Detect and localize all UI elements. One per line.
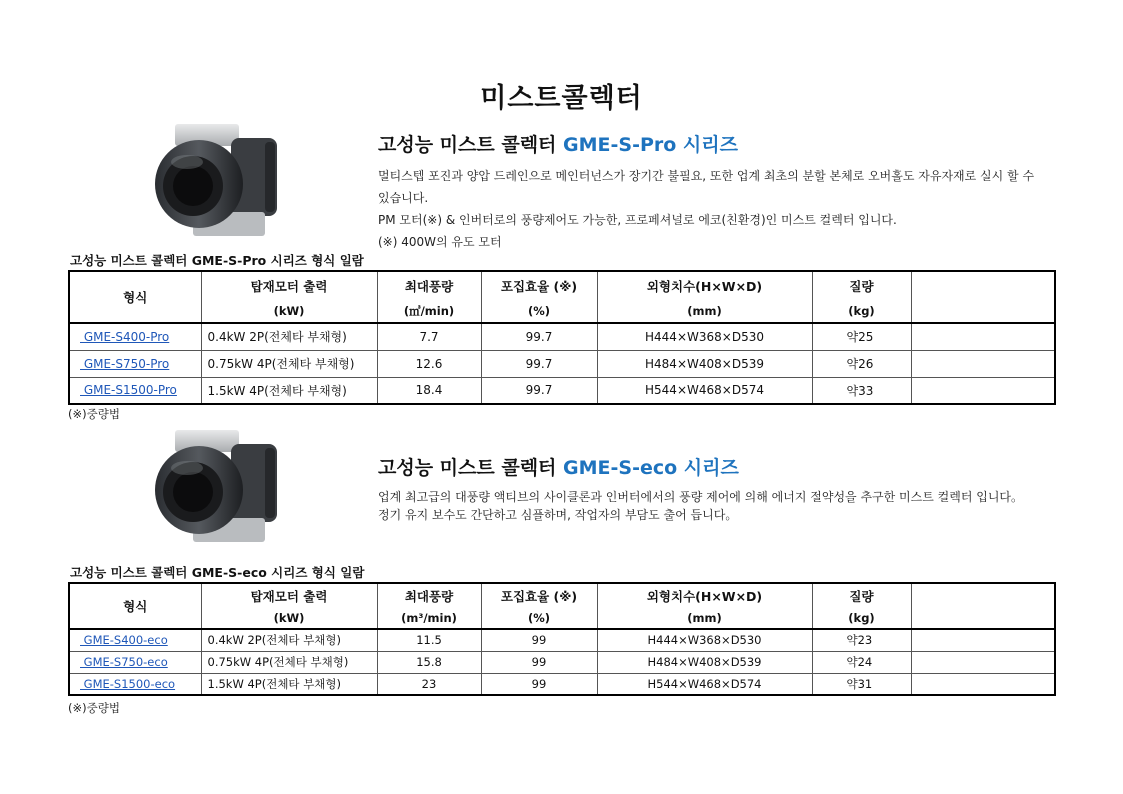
table-row xyxy=(69,323,1055,350)
intro-title xyxy=(378,453,1048,480)
mist-collector-image xyxy=(153,122,283,240)
intro-paragraph: (※) 400W의 유도 모터 xyxy=(378,235,502,249)
efficiency-cell: 99 xyxy=(481,629,597,651)
airflow-cell: 7.7 xyxy=(377,323,481,350)
efficiency-cell: 99 xyxy=(481,651,597,673)
unit-dimensions: (mm) xyxy=(597,607,812,629)
unit-dimensions: (mm) xyxy=(597,299,812,323)
footnote-eco: (※)중량법 xyxy=(68,701,120,715)
blank-cell xyxy=(911,350,1055,377)
weight-cell: 약24 xyxy=(812,651,911,673)
model-cell xyxy=(69,323,201,350)
weight-cell: 약25 xyxy=(812,323,911,350)
intro-paragraph: PM 모터(※) & 인버터로의 풍량제어도 가능한, 프로페셔널로 에코(친환경)인 미스트 컬렉터 입니다. xyxy=(378,213,897,227)
blank-cell xyxy=(911,377,1055,404)
weight-cell: 약33 xyxy=(812,377,911,404)
header-airflow: 최대풍량 xyxy=(377,583,481,607)
table-row xyxy=(69,673,1055,695)
intro-paragraph: 업계 최고급의 대풍량 액티브의 사이클론과 인버터에서의 풍량 제어에 의해 에너지 절약성을 추구한 미스트 컬렉터 입니다。 xyxy=(378,490,1024,504)
dimensions-cell: H544×W468×D574 xyxy=(597,377,812,404)
intro-title xyxy=(378,130,1048,157)
unit-motor: (kW) xyxy=(201,607,377,629)
intro-paragraph: 정기 유지 보수도 간단하고 심플하며, 작업자의 부담도 출어 듭니다。 xyxy=(378,508,738,522)
unit-airflow: (m³/min) xyxy=(377,607,481,629)
header-blank xyxy=(911,583,1055,629)
blank-cell xyxy=(911,673,1055,695)
model-link[interactable]: GME-S400-Pro xyxy=(80,329,170,344)
header-dimensions: 외형치수(H×W×D) xyxy=(597,271,812,299)
dimensions-cell: H444×W368×D530 xyxy=(597,629,812,651)
intro-pro xyxy=(378,130,1048,253)
intro-paragraph: 멀티스텝 포진과 양압 드레인으로 메인터넌스가 장기간 불필요, 또한 업계 최초의 분할 본체로 오버홀도 자유자재로 실시 할 수 있습니다. xyxy=(378,169,1035,205)
model-link[interactable]: GME-S750-eco xyxy=(80,655,168,669)
model-cell xyxy=(69,377,201,404)
intro-title-prefix: 고성능 미스트 콜렉터 xyxy=(378,457,564,479)
motor-cell: 1.5kW 4P(전체타 부채형) xyxy=(201,377,377,404)
table-row xyxy=(69,629,1055,651)
unit-weight: (kg) xyxy=(812,607,911,629)
unit-efficiency: (%) xyxy=(481,607,597,629)
header-efficiency: 포집효율 (※) xyxy=(481,271,597,299)
airflow-cell: 11.5 xyxy=(377,629,481,651)
product-photo-pro xyxy=(153,122,283,240)
dimensions-cell: H544×W468×D574 xyxy=(597,673,812,695)
dimensions-cell: H484×W408×D539 xyxy=(597,350,812,377)
series-name: GME-S-eco 시리즈 xyxy=(563,457,739,479)
model-cell xyxy=(69,673,201,695)
efficiency-cell: 99.7 xyxy=(481,350,597,377)
airflow-cell: 18.4 xyxy=(377,377,481,404)
airflow-cell: 15.8 xyxy=(377,651,481,673)
motor-cell: 0.4kW 2P(전체타 부채형) xyxy=(201,629,377,651)
header-weight: 질량 xyxy=(812,271,911,299)
weight-cell: 약26 xyxy=(812,350,911,377)
motor-cell: 0.4kW 2P(전체타 부채형) xyxy=(201,323,377,350)
header-dimensions: 외형치수(H×W×D) xyxy=(597,583,812,607)
header-weight: 질량 xyxy=(812,583,911,607)
intro-eco xyxy=(378,453,1048,524)
unit-motor: (kW) xyxy=(201,299,377,323)
table-row xyxy=(69,377,1055,404)
page-title: 미스트콜렉터 xyxy=(480,83,643,114)
weight-cell: 약23 xyxy=(812,629,911,651)
header-motor: 탑재모터 출력 xyxy=(201,583,377,607)
table-caption-pro: 고성능 미스트 콜렉터 GME-S-Pro 시리즈 형식 일람 xyxy=(70,253,364,268)
motor-cell: 1.5kW 4P(전체타 부채형) xyxy=(201,673,377,695)
spec-table-eco xyxy=(68,582,1056,696)
header-model: 형식 xyxy=(69,583,201,629)
unit-airflow: (㎥/min) xyxy=(377,299,481,323)
dimensions-cell: H444×W368×D530 xyxy=(597,323,812,350)
dimensions-cell: H484×W408×D539 xyxy=(597,651,812,673)
header-blank xyxy=(911,271,1055,323)
model-link[interactable]: GME-S1500-Pro xyxy=(80,383,177,398)
airflow-cell: 23 xyxy=(377,673,481,695)
table-row xyxy=(69,350,1055,377)
intro-title-prefix: 고성능 미스트 콜렉터 xyxy=(378,134,564,156)
mist-collector-image xyxy=(153,428,283,546)
spec-table-pro xyxy=(68,270,1056,405)
efficiency-cell: 99 xyxy=(481,673,597,695)
unit-weight: (kg) xyxy=(812,299,911,323)
model-cell xyxy=(69,350,201,377)
series-name: GME-S-Pro 시리즈 xyxy=(563,134,738,156)
weight-cell: 약31 xyxy=(812,673,911,695)
footnote-pro: (※)중량법 xyxy=(68,407,120,421)
blank-cell xyxy=(911,629,1055,651)
airflow-cell: 12.6 xyxy=(377,350,481,377)
model-link[interactable]: GME-S400-eco xyxy=(80,633,168,648)
header-airflow: 최대풍량 xyxy=(377,271,481,299)
header-motor: 탑재모터 출력 xyxy=(201,271,377,299)
model-link[interactable]: GME-S750-Pro xyxy=(80,356,170,371)
table-row xyxy=(69,651,1055,673)
product-photo-eco xyxy=(153,428,283,546)
efficiency-cell: 99.7 xyxy=(481,323,597,350)
motor-cell: 0.75kW 4P(전체타 부채형) xyxy=(201,651,377,673)
header-model: 형식 xyxy=(69,271,201,323)
blank-cell xyxy=(911,651,1055,673)
blank-cell xyxy=(911,323,1055,350)
model-link[interactable]: GME-S1500-eco xyxy=(80,676,176,691)
model-cell xyxy=(69,629,201,651)
table-caption-eco: 고성능 미스트 콜렉터 GME-S-eco 시리즈 형식 일람 xyxy=(70,565,365,580)
model-cell xyxy=(69,651,201,673)
unit-efficiency: (%) xyxy=(481,299,597,323)
efficiency-cell: 99.7 xyxy=(481,377,597,404)
motor-cell: 0.75kW 4P(전체타 부채형) xyxy=(201,350,377,377)
header-efficiency: 포집효율 (※) xyxy=(481,583,597,607)
